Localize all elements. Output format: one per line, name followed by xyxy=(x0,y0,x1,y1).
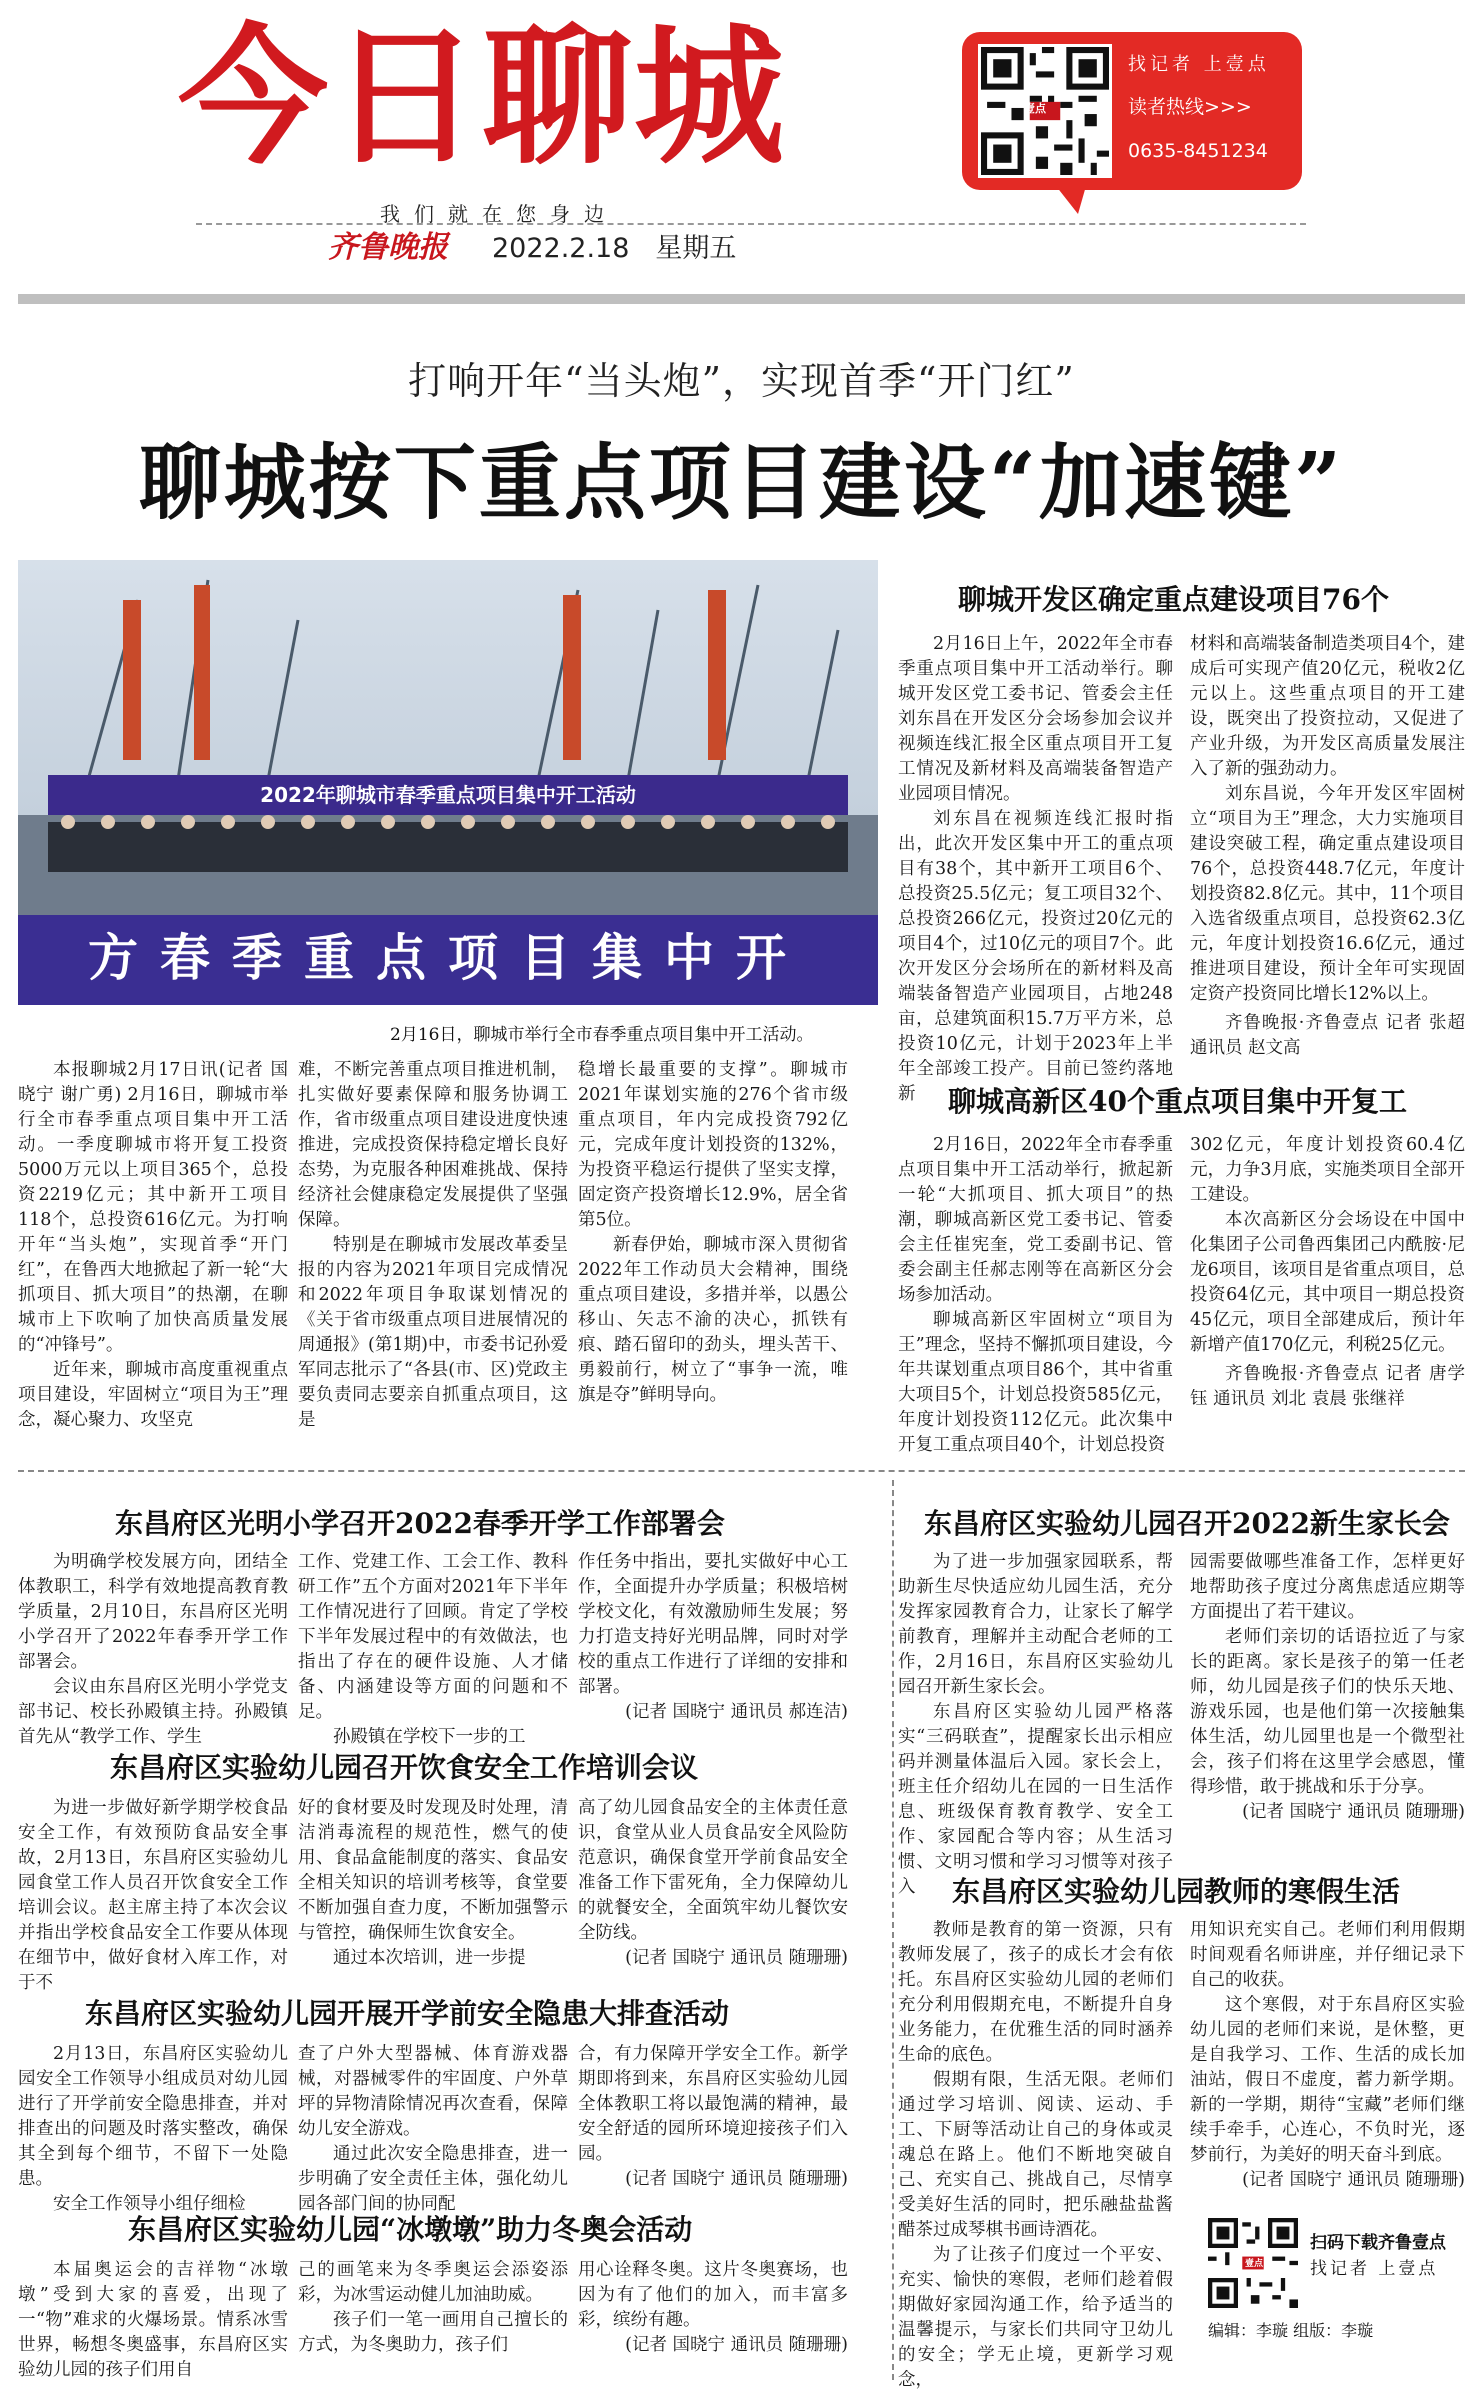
guangming-col-3 xyxy=(578,1550,848,1725)
column-divider xyxy=(892,1480,894,2380)
guangming-col-1-p1: 为明确学校发展方向，团结全体教职工，科学有效地提高教育教学质量，2月10日，东昌府区光明小学召开了2022年春季开学工作部署会。 xyxy=(18,1552,288,1672)
section-divider xyxy=(18,1470,1465,1472)
holiday-col-2-p1: 用知识充实自己。老师们利用假期时间观看名师讲座，并仔细记录下自己的收获。 xyxy=(1190,1920,1465,1990)
photo-caption: 2月16日，聊城市举行全市春季重点项目集中开工活动。 xyxy=(390,1025,814,1045)
issue-weekday: 星期五 xyxy=(655,233,737,264)
parents-col-1-p2: 东昌府区实验幼儿园严格落实“三码联查”，提醒家长出示相应码并测量体温后入园。家长会上，班主任介绍幼儿在园的一日生活作息、班级保育教育教学、安全工作、家园配合等内容；从生活习惯、文明习惯和学习习惯等对孩子入 xyxy=(898,1702,1173,1897)
kaifa-col-a xyxy=(898,632,1173,1107)
kaifa-col-b-p1: 材料和高端装备制造类项目4个，建成后可实现产值20亿元，税收2亿元以上。这些重点项目的开工建设，既突出了投资拉动，又促进了产业升级，为开发区高质量发展注入了新的强劲动力。 xyxy=(1190,634,1465,779)
holiday-title: 东昌府区实验幼儿园教师的寒假生活 xyxy=(952,1875,1401,1908)
guangming-col-1 xyxy=(18,1550,288,1750)
holiday-col-1-p2: 假期有限，生活无限。老师们通过学习培训、阅读、运动、手工、下厨等活动让自己的身体或灵魂总在路上。他们不断地突破自己、充实自己、挑战自己，尽情享受美好生活的同时，把乐融盐盐酱醋茶过成琴棋书画诗酒花。 xyxy=(898,2070,1173,2240)
gaoxin-byline: 齐鲁晚报·齐鲁壹点 记者 唐学钰 通讯员 刘北 袁晨 张继祥 xyxy=(1190,1364,1465,1409)
kaifa-col-b-p2: 刘东昌说，今年开发区牢固树立“项目为王”理念，大力实施项目建设突破工程，确定重点建设项目76个，总投资448.7亿元，年度计划投资82.8亿元。其中，11个项目入选省级重点项目，总投资62.3亿元，年度计划投资16.6亿元，通过推进项目建设，预计全年可实现固定资产投资同比增长12%以上。 xyxy=(1190,784,1465,1004)
gaoxin-col-a-p1: 2月16日，2022年全市春季重点项目集中开工活动举行，掀起新一轮“大抓项目、抓大项目”的热潮，聊城高新区党工委书记、管委会主任崔宪奎，党工委副书记、管委会副主任郝志刚等在高新区分会场参加活动。 xyxy=(898,1135,1173,1305)
kaifa-col-a-p2: 刘东昌在视频连线汇报时指出，此次开发区集中开工的重点项目有38个，其中新开工项目6个、总投资25.5亿元；复工项目32个、总投资266亿元，投资过20亿元的项目4个，过10亿元的项目7个。此次开发区分会场所在的新材料及高端装备智造产业园项目，占地248亩，总建筑面积15.7万平方米，总投资10亿元，计划于2023年上半年全部竣工投产。目前已签约落地新 xyxy=(898,809,1173,1104)
guangming-col-2-p1: 工作、党建工作、工会工作、教科研工作”五个方面对2021年下半年工作情况进行了回顾。肯定了学校下半年发展过程中的有效做法，也指出了存在的硬件设施、人才储备、内涵建设等方面的问题和不足。 xyxy=(298,1552,568,1722)
guangming-col-1-p2: 会议由东昌府区光明小学党支部书记、校长孙殿镇主持。孙殿镇首先从“教学工作、学生 xyxy=(18,1677,288,1747)
parents-col-2-p2: 老师们亲切的话语拉近了与家长的距离。家长是孩子的第一任老师，幼儿园是孩子们的快乐天地、游戏乐园，也是他们第一次接触集体生活，幼儿园里也是一个微型社会，孩子们将在这里学会感恩，懂得珍惜，敢于挑战和乐于分享。 xyxy=(1190,1627,1465,1797)
lead-col-3-p1: 稳增长最重要的支撑”。聊城市2021年谋划实施的276个省市级重点项目，年内完成投资792亿元，完成年度计划投资的132%，为投资平稳运行提供了坚实支撑，固定资产投资增长12.9%，居全省第5位。 xyxy=(578,1060,848,1230)
guangming-byline: (记者 国晓宁 通讯员 郝连洁) xyxy=(625,1702,848,1722)
contact-line-2: 读者热线>>> xyxy=(1128,96,1252,118)
bingdun-col-1-p1: 本届奥运会的吉祥物“冰墩墩”受到大家的喜爱，出现了一“物”难求的火爆场景。情系冰雪世界，畅想冬奥盛事，东昌府区实验幼儿园的孩子们用自 xyxy=(18,2260,288,2380)
food-col-3-p1: 高了幼儿园食品安全的主体责任意识，食堂从业人员食品安全风险防范意识，确保食堂开学前食品安全准备工作下雷死角，全力保障幼儿的就餐安全，全面筑牢幼儿餐饮安全防线。 xyxy=(578,1798,848,1943)
lead-kicker: 打响开年“当头炮”，实现首季“开门红” xyxy=(408,359,1075,403)
photo-stage-text: 方春季重点项目集中开 xyxy=(88,929,808,987)
holiday-col-2 xyxy=(1190,1918,1465,2193)
masthead-bar xyxy=(18,294,1465,304)
parents-col-1 xyxy=(898,1550,1173,1900)
parents-col-2-p1: 园需要做哪些准备工作，怎样更好地帮助孩子度过分离焦虑适应期等方面提出了若干建议。 xyxy=(1190,1552,1465,1622)
lead-col-2-p1: 难，不断完善重点项目推进机制，扎实做好要素保障和服务协调工作，省市级重点项目建设进度快速推进，完成投资保持稳定增长良好态势，为克服各种困难挑战、保持经济社会健康稳定发展提供了坚强保障。 xyxy=(298,1060,568,1230)
parents-col-1-p1: 为了进一步加强家园联系，帮助新生尽快适应幼儿园生活，充分发挥家园教育合力，让家长了解学前教育，理解并主动配合老师的工作，2月16日，东昌府区实验幼儿园召开新生家长会。 xyxy=(898,1552,1173,1697)
bingdun-col-2 xyxy=(298,2258,568,2358)
lead-photo xyxy=(18,560,878,1005)
bingdun-col-2-p1: 己的画笔来为冬季奥运会添姿添彩，为冰雪运动健儿加油助威。 xyxy=(298,2260,568,2305)
gaoxin-title: 聊城高新区40个重点项目集中开复工 xyxy=(948,1085,1407,1118)
parents-byline: (记者 国晓宁 通讯员 随珊珊) xyxy=(1242,1802,1465,1822)
footer-scan-sub: 找记者 上壹点 xyxy=(1310,2259,1439,2279)
parents-col-2 xyxy=(1190,1550,1465,1825)
safety-col-2 xyxy=(298,2042,568,2217)
lead-col-3 xyxy=(578,1058,848,1408)
lead-col-1-p1: 本报聊城2月17日讯(记者 国晓宁 谢广勇) 2月16日，聊城市举行全市春季重点项目集中开工活动。一季度聊城市将开复工投资5000万元以上项目365个，总投资2219亿元；其中新开工项目118个，总投资616亿元。为打响开年“当头炮”，实现首季“开门红”，在鲁西大地掀起了新一轮“大抓项目、抓大项目”的热潮，在聊城市上下吹响了加快高质量发展的“冲锋号”。 xyxy=(18,1060,288,1355)
safety-title: 东昌府区实验幼儿园开展开学前安全隐患大排查活动 xyxy=(85,1997,730,2030)
holiday-col-1 xyxy=(898,1918,1173,2393)
lead-col-2-p2: 特别是在聊城市发展改革委呈报的内容为2021年项目完成情况和2022年项目争取谋划情况的《关于省市级重点项目进展情况的周通报》(第1期)中，市委书记孙爱军同志批示了“各县(市、区)党政主要负责同志要亲自抓重点项目，这是 xyxy=(298,1235,568,1430)
food-title: 东昌府区实验幼儿园召开饮食安全工作培训会议 xyxy=(110,1751,699,1784)
safety-col-3 xyxy=(578,2042,848,2192)
food-col-3 xyxy=(578,1796,848,1971)
kaifa-col-a-p1: 2月16日上午，2022年全市春季重点项目集中开工活动举行。聊城开发区党工委书记、管委会主任刘东昌在开发区分会场参加会议并视频连线汇报全区重点项目开工复工情况及新材料及高端装备智造产业园项目情况。 xyxy=(898,634,1173,804)
kaifa-byline: 齐鲁晚报·齐鲁壹点 记者 张超 通讯员 赵文高 xyxy=(1190,1013,1465,1058)
lead-headline: 聊城按下重点项目建设“加速键” xyxy=(138,435,1345,531)
qr-center-label: 壹点 xyxy=(1024,102,1046,115)
food-col-1-p1: 为进一步做好新学期学校食品安全工作，有效预防食品安全事故，2月13日，东昌府区实验幼儿园食堂工作人员召开饮食安全工作培训会议。赵主席主持了本次会议并指出学校食品安全工作要从体现在细节中，做好食材入库工作，对于不 xyxy=(18,1798,288,1993)
ceremony-photo-illustration xyxy=(18,560,878,1005)
contact-phone[interactable]: 0635-8451234 xyxy=(1128,140,1268,162)
safety-col-1 xyxy=(18,2042,288,2217)
safety-col-1-p1: 2月13日，东昌府区实验幼儿园安全工作领导小组成员对幼儿园进行了开学前安全隐患排查，并对排查出的问题及时落实整改，确保其全到每个细节，不留下一处隐患。 xyxy=(18,2044,288,2189)
food-byline: (记者 国晓宁 通讯员 随珊珊) xyxy=(625,1948,848,1968)
food-col-1 xyxy=(18,1796,288,1996)
guangming-col-2-p2: 孙殿镇在学校下一步的工 xyxy=(333,1727,526,1747)
photo-banner-text: 2022年聊城市春季重点项目集中开工活动 xyxy=(260,783,636,807)
gaoxin-col-a-p2: 聊城高新区牢固树立“项目为王”理念，坚持不懈抓项目建设，今年共谋划重点项目86个，其中省重大项目5个，计划总投资585亿元，年度计划投资112亿元。此次集中开复工重点项目40个，计划总投资 xyxy=(898,1310,1173,1455)
guangming-col-2 xyxy=(298,1550,568,1750)
brand-logo: 齐鲁晚报 xyxy=(328,230,448,265)
gaoxin-col-b-p1: 302亿元，年度计划投资60.4亿元，力争3月底，实施类项目全部开工建设。 xyxy=(1190,1135,1465,1205)
lead-col-1-p2: 近年来，聊城市高度重视重点项目建设，牢固树立“项目为王”理念，凝心聚力、攻坚克 xyxy=(18,1360,288,1430)
safety-byline: (记者 国晓宁 通讯员 随珊珊) xyxy=(625,2169,848,2189)
bingdun-col-3 xyxy=(578,2258,848,2358)
bingdun-col-1 xyxy=(18,2258,288,2383)
guangming-col-3-p1: 作任务中指出，要扎实做好中心工作，全面提升办学质量；积极培树学校文化，有效激励师生发展；努力打造支持好光明品牌，同时对学校的重点工作进行了详细的安排和部署。 xyxy=(578,1552,848,1697)
safety-col-3-p1: 合，有力保障开学安全工作。新学期即将到来，东昌府区实验幼儿园全体教职工将以最饱满的精神，最安全舒适的园所环境迎接孩子们入园。 xyxy=(578,2044,848,2164)
safety-col-2-p1: 查了户外大型器械、体育游戏器械，对器械零件的牢固度、户外草坪的异物清除情况再次查看，保障幼儿安全游戏。 xyxy=(298,2044,568,2139)
dateline xyxy=(492,226,762,265)
holiday-byline: (记者 国晓宁 通讯员 随珊珊) xyxy=(1242,2170,1465,2190)
food-col-2-p2: 通过本次培训，进一步提 xyxy=(333,1948,526,1968)
footer-qr-label: 壹点 xyxy=(1245,2259,1264,2269)
holiday-col-1-p3: 为了让孩子们度过一个平安、充实、愉快的寒假，老师们趁着假期做好家园沟通工作，给予适当的温馨提示，与家长们共同守卫幼儿的安全；学无止境，更新学习观念， xyxy=(898,2245,1173,2390)
footer-scan-text: 扫码下载齐鲁壹点 xyxy=(1310,2233,1446,2253)
masthead-slogan: 我们就在您身边 xyxy=(380,202,618,226)
kaifa-title: 聊城开发区确定重点建设项目76个 xyxy=(958,583,1389,616)
lead-col-3-p2: 新春伊始，聊城市深入贯彻省2022年工作动员大会精神，围绕重点项目建设，多措并举，以愚公移山、矢志不渝的决心，抓铁有痕、踏石留印的劲头，埋头苦干、勇毅前行，树立了“事争一流，唯旗是夺”鲜明导向。 xyxy=(578,1235,848,1405)
bubble-tail xyxy=(1056,186,1086,214)
gaoxin-col-a xyxy=(898,1133,1173,1458)
safety-col-1-p2: 安全工作领导小组仔细检 xyxy=(53,2194,246,2214)
lead-col-2 xyxy=(298,1058,568,1433)
issue-date: 2022.2.18 xyxy=(492,233,630,264)
guangming-title: 东昌府区光明小学召开2022春季开学工作部署会 xyxy=(115,1507,725,1540)
parents-title: 东昌府区实验幼儿园召开2022新生家长会 xyxy=(924,1507,1450,1540)
contact-line-1: 找记者 上壹点 xyxy=(1128,54,1270,75)
holiday-col-2-p2: 这个寒假，对于东昌府区实验幼儿园的老师们来说，是休整，更是自我学习、工作、生活的成长加油站，假日不虚度，蓄力新学期。新的一学期，期待“宝藏”老师们继续手牵手，心连心，不负时光，逐梦前行，为美好的明天奋斗到底。 xyxy=(1190,1995,1465,2165)
bingdun-col-2-p2: 孩子们一笔一画用自己擅长的方式，为冬奥助力，孩子们 xyxy=(298,2310,568,2355)
bingdun-col-3-p1: 用心诠释冬奥。这片冬奥赛场，也因为有了他们的加入，而丰富多彩，缤纷有趣。 xyxy=(578,2260,848,2330)
masthead-title: 今日聊城 xyxy=(178,11,787,185)
lead-col-1 xyxy=(18,1058,288,1433)
footer-editor: 编辑：李璇 组版：李璇 xyxy=(1208,2321,1374,2340)
gaoxin-col-b-p2: 本次高新区分会场设在中国中化集团子公司鲁西集团己内酰胺·尼龙6项目，该项目是省重点项目，总投资64亿元，其中项目一期总投资45亿元，项目全部建成后，预计年新增产值170亿元，利税25亿元。 xyxy=(1190,1210,1465,1355)
bingdun-byline: (记者 国晓宁 通讯员 随珊珊) xyxy=(625,2335,848,2355)
food-col-2-p1: 好的食材要及时发现及时处理，清洁消毒流程的规范性，燃气的使用、食品盒能制度的落实、食品安全相关知识的培训考核等，食堂要不断加强自查力度，不断加强警示与管控，确保师生饮食安全。 xyxy=(298,1798,568,1943)
kaifa-col-b xyxy=(1190,632,1465,1061)
gaoxin-col-b xyxy=(1190,1133,1465,1412)
bingdun-title: 东昌府区实验幼儿园“冰墩墩”助力冬奥会活动 xyxy=(128,2213,693,2246)
holiday-col-1-p1: 教师是教育的第一资源，只有教师发展了，孩子的成长才会有依托。东昌府区实验幼儿园的老师们充分利用假期充电，不断提升自身业务能力，在优雅生活的同时涵养生命的底色。 xyxy=(898,1920,1173,2065)
safety-col-2-p2: 通过此次安全隐患排查，进一步明确了安全责任主体，强化幼儿园各部门间的协同配 xyxy=(298,2144,568,2214)
food-col-2 xyxy=(298,1796,568,1971)
